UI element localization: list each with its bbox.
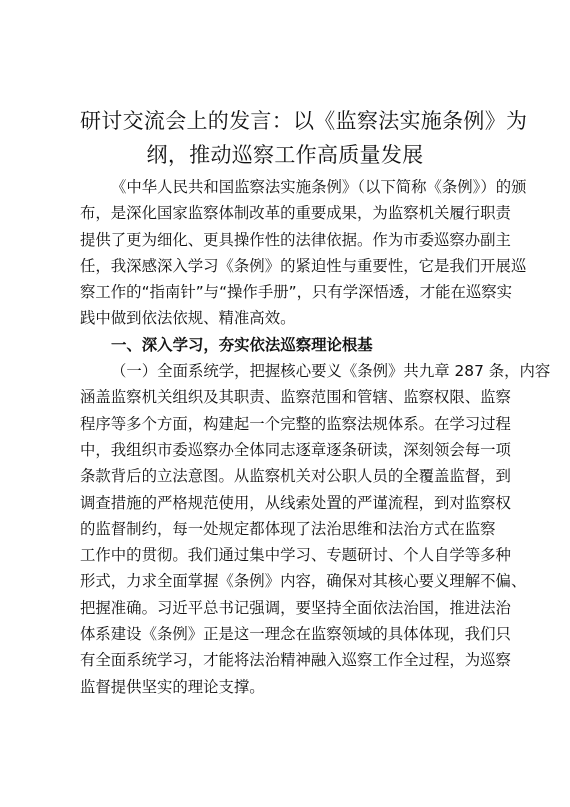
text-line: 《中华人民共和国监察法实施条例》（以下简称《条例》）的颁 — [111, 178, 527, 196]
text-line: 程序等多个方面，构建起一个完整的监察法规体系。在学习过程 — [80, 414, 511, 433]
section-paragraph — [80, 358, 551, 700]
text-line: 体系建设《条例》正是这一理念在监察领域的具体体现，我们只 — [80, 625, 511, 644]
text-line: 践中做到依法依规、精准高效。 — [80, 309, 296, 328]
text-line: 把握准确。习近平总书记强调，要坚持全面依法治国，推进法治 — [80, 598, 511, 617]
text-line: 有全面系统学习，才能将法治精神融入巡察工作全过程，为巡察 — [80, 651, 511, 670]
document-title — [80, 104, 528, 172]
text-line: 任，我深感深入学习《条例》的紧迫性与重要性，它是我们开展巡 — [80, 256, 527, 275]
text-line: 的监督制约，每一处规定都体现了法治思维和法治方式在监察 — [80, 519, 496, 538]
text-line: 涵盖监察机关组织及其职责、监察范围和管辖、监察权限、监察 — [80, 388, 511, 407]
text-line: 中，我组织市委巡察办全体同志逐章逐条研读，深刻领会每一项 — [80, 440, 511, 459]
title-line-1: 研讨交流会上的发言：以《监察法实施条例》为 — [80, 109, 528, 133]
section-heading: 一、深入学习，夯实依法巡察理论根基 — [111, 335, 373, 354]
text-line: 条款背后的立法意图。从监察机关对公职人员的全覆盖监督，到 — [80, 467, 511, 486]
text-line: 提供了更为细化、更具操作性的法律依据。作为市委巡察办副主 — [80, 230, 511, 249]
text-line: 工作中的贯彻。我们通过集中学习、专题研讨、个人自学等多种 — [80, 546, 511, 565]
text-line: 形式，力求全面掌握《条例》内容，确保对其核心要义理解不偏、 — [80, 572, 527, 591]
text-line: 调查措施的严格规范使用，从线索处置的严谨流程，到对监察权 — [80, 493, 511, 512]
text-line: 布，是深化国家监察体制改革的重要成果，为监察机关履行职责 — [80, 204, 511, 223]
text-line: 监督提供坚实的理论支撑。 — [80, 677, 265, 696]
document-body — [80, 174, 551, 700]
text-line: 察工作的“指南针”与“操作手册”，只有学深悟透，才能在巡察实 — [80, 283, 513, 302]
text-line: （一）全面系统学，把握核心要义《条例》共九章 287 条，内容 — [111, 362, 551, 381]
intro-paragraph — [80, 174, 527, 332]
title-line-2: 纲，推动巡察工作高质量发展 — [146, 143, 424, 167]
